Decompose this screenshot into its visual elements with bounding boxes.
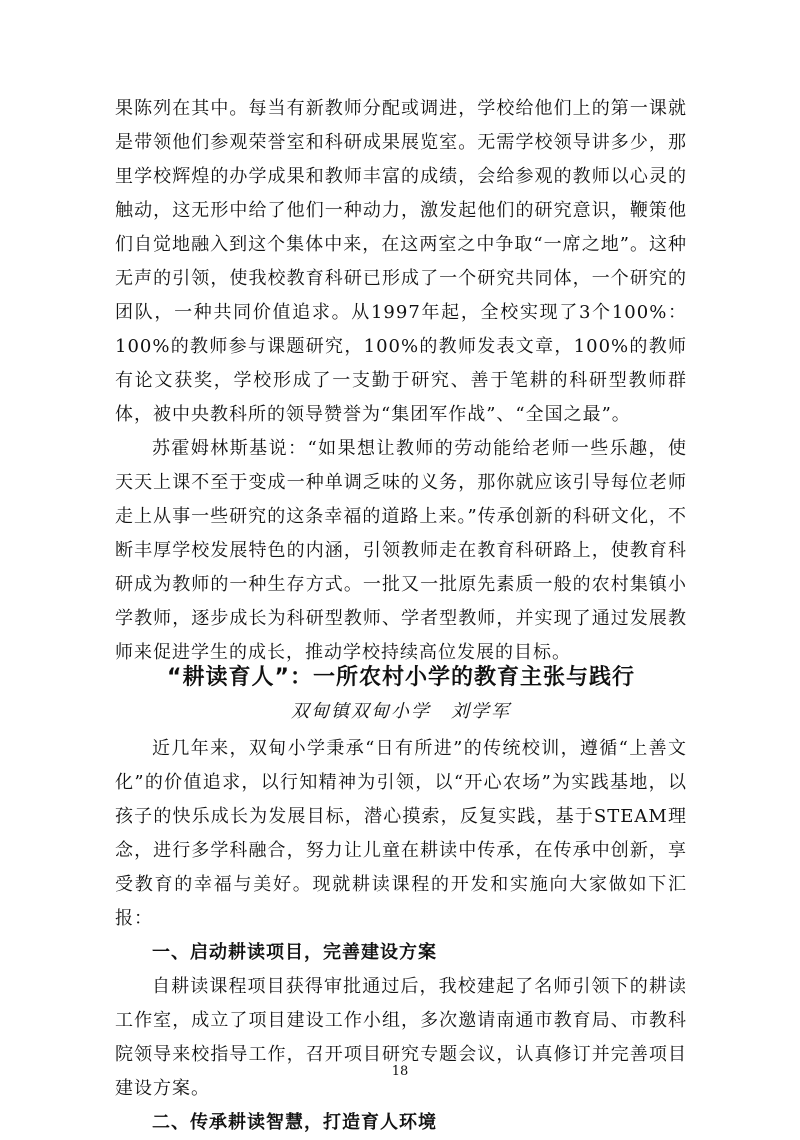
section-heading-1: 一、启动耕读项目，完善建设方案 [152,942,437,963]
section-heading-2: 二、传承耕读智慧，打造育人环境 [152,1112,437,1133]
article-title: “耕读育人”：一所农村小学的教育主张与践行 [167,665,635,690]
page-number: 18 [391,1064,409,1079]
paragraph-sukhomlinsky-quote: 苏霍姆林斯基说：“如果想让教师的劳动能给老师一些乐趣，使天天上课不至于变成一种单调乏味的义务，那你就应该引导每位老师走上从事一些研究的这条幸福的道路上来。”传承创新的科研文化，不断丰厚学校发展特色的内涵，引领教师走在教育科研路上，使教育科研成为教师的一种生存方式。一批又一批原先素质一般的农村集镇小学教师，逐步成长为科研型教师、学者型教师，并实现了通过发展教师来促进学生的成长，推动学校持续高位发展的目标。 [115,438,687,663]
paragraph-section-1: 自耕读课程项目获得审批通过后，我校建起了名师引领下的耕读工作室，成立了项目建设工作小组，多次邀请南通市教育局、市教科院领导来校指导工作，召开项目研究专题会议，认真修订并完善项目建设方案。 [115,976,687,1099]
article-byline: 双甸镇双甸小学 刘学军 [291,701,511,722]
paragraph-intro: 近几年来，双甸小学秉承“日有所进”的传统校训，遵循“上善文化”的价值追求，以行知精神为引领，以“开心农场”为实践基地，以孩子的快乐成长为发展目标，潜心摸索，反复实践，基于STEAM理念，进行多学科融合，努力让儿童在耕读中传承，在传承中创新，享受教育的幸福与美好。现就耕读课程的开发和实施向大家做如下汇报： [115,738,687,929]
previous-section-text [115,92,687,670]
paragraph-honor-room: 果陈列在其中。每当有新教师分配或调进，学校给他们上的第一课就是带领他们参观荣誉室和科研成果展览室。无需学校领导讲多少，那里学校辉煌的办学成果和教师丰富的成绩，会给参观的教师以心灵的触动，这无形中给了他们一种动力，激发起他们的研究意识，鞭策他们自觉地融入到这个集体中来，在这两室之中争取“一席之地”。这种无声的引领，使我校教育科研已形成了一个研究共同体，一个研究的团队，一种共同价值追求。从1997年起，全校实现了3个100%：100%的教师参与课题研究，100%的教师发表文章，100%的教师有论文获奖，学校形成了一支勤于研究、善于笔耕的科研型教师群体，被中央教科所的领导赞誉为“集团军作战”、“全国之最”。 [115,98,687,425]
